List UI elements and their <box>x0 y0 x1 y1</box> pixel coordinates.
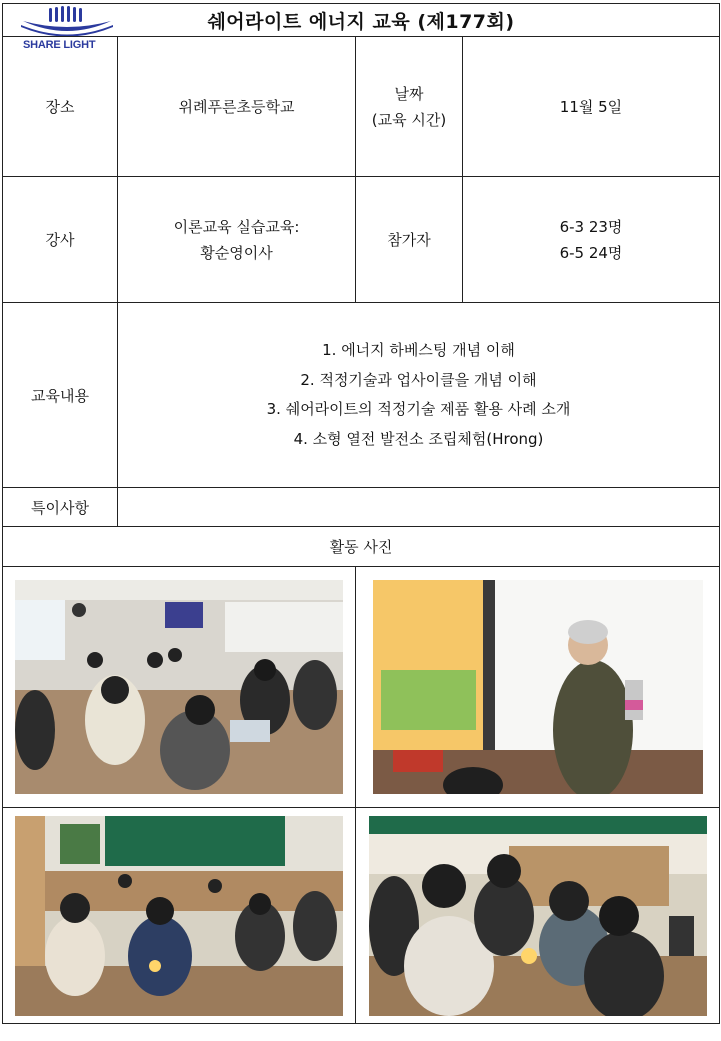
participants-label: 참가자 <box>356 177 463 303</box>
participants-line2: 6-5 24명 <box>559 243 623 262</box>
photo-cell-4 <box>356 808 720 1024</box>
content-list <box>118 336 719 454</box>
date-label-line1: 날짜 <box>394 84 424 103</box>
participants-line1: 6-3 23명 <box>559 217 623 236</box>
report-table <box>2 3 720 1024</box>
participants-value <box>463 177 720 303</box>
content-item: 4. 소형 열전 발전소 조립체험(Hrong) <box>293 429 544 448</box>
document-title: 쉐어라이트 에너지 교육 (제177회) <box>207 10 515 33</box>
photo-cell-1 <box>3 567 356 808</box>
classroom-photo-2 <box>373 580 703 794</box>
notes-value <box>118 488 720 527</box>
instructor-line2: 황순영이사 <box>200 243 273 262</box>
place-label: 장소 <box>3 37 118 177</box>
content-item: 1. 에너지 하베스팅 개념 이해 <box>322 341 515 359</box>
title-cell <box>3 4 720 51</box>
content-list-cell <box>118 303 720 488</box>
instructor-value <box>118 177 356 303</box>
date-value: 11월 5일 <box>463 37 720 177</box>
notes-label: 특이사항 <box>3 488 118 527</box>
photo-cell-2 <box>356 567 720 808</box>
date-label <box>356 37 463 177</box>
place-value: 위례푸른초등학교 <box>118 37 356 177</box>
share-light-logo <box>17 6 117 36</box>
content-item: 3. 쉐어라이트의 적정기술 제품 활용 사례 소개 <box>266 400 571 418</box>
instructor-line1: 이론교육 실습교육: <box>173 217 300 236</box>
classroom-photo-3 <box>15 816 343 1016</box>
date-label-line2: (교육 시간) <box>371 110 447 129</box>
instructor-label: 강사 <box>3 177 118 303</box>
logo-text: SHARE LIGHT <box>23 39 96 51</box>
classroom-photo-4 <box>369 816 707 1016</box>
photos-section-title: 활동 사진 <box>3 527 720 567</box>
photo-cell-3 <box>3 808 356 1024</box>
classroom-photo-1 <box>15 580 343 794</box>
report-page <box>2 3 719 1030</box>
content-item: 2. 적정기술과 업사이클을 개념 이해 <box>300 370 537 389</box>
content-label: 교육내용 <box>3 303 118 488</box>
